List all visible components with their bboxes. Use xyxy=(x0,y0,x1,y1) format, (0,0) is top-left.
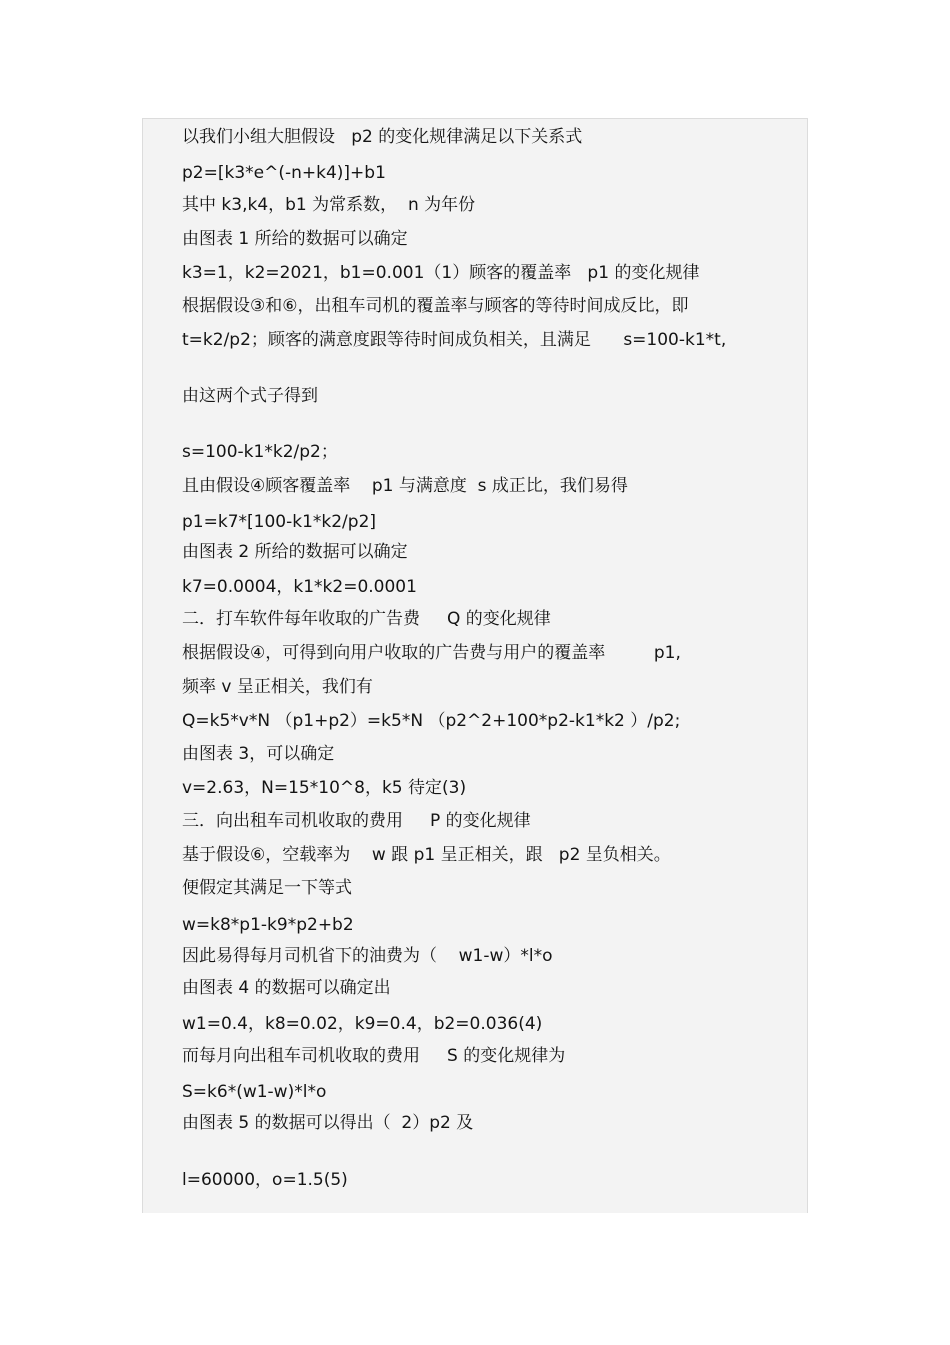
text-line: 由图表 3，可以确定 xyxy=(182,744,335,764)
text-line: 便假定其满足一下等式 xyxy=(182,878,352,898)
text-line: 以我们小组大胆假设 p2 的变化规律满足以下关系式 xyxy=(182,127,583,147)
text-line: 由图表 1 所给的数据可以确定 xyxy=(182,229,408,249)
formula-line: v=2.63，N=15*10^8，k5 待定(3) xyxy=(182,778,467,798)
text-line: 由图表 2 所给的数据可以确定 xyxy=(182,542,408,562)
section-heading: 二．打车软件每年收取的广告费 Q 的变化规律 xyxy=(182,609,551,629)
formula-line: p2=[k3*e^(-n+k4)]+b1 xyxy=(182,163,386,183)
text-line: 根据假设③和⑥，出租车司机的覆盖率与顾客的等待时间成反比，即 xyxy=(182,296,689,316)
formula-line: k7=0.0004，k1*k2=0.0001 xyxy=(182,577,417,597)
text-line: 基于假设⑥，空载率为 w 跟 p1 呈正相关，跟 p2 呈负相关。 xyxy=(182,845,671,865)
formula-line: Q=k5*v*N （p1+p2）=k5*N （p2^2+100*p2-k1*k2 ）/p2; xyxy=(182,711,681,731)
text-line: 且由假设④顾客覆盖率 p1 与满意度 s 成正比，我们易得 xyxy=(182,476,628,496)
text-line: 频率 v 呈正相关，我们有 xyxy=(182,677,373,697)
formula-line: l=60000，o=1.5(5) xyxy=(182,1170,348,1190)
text-line: 其中 k3,k4，b1 为常系数， n 为年份 xyxy=(182,195,476,215)
text-line: 根据假设④，可得到向用户收取的广告费与用户的覆盖率 p1, xyxy=(182,643,681,663)
formula-line: p1=k7*[100-k1*k2/p2] xyxy=(182,512,377,532)
text-line: 由图表 4 的数据可以确定出 xyxy=(182,978,391,998)
formula-line: s=100-k1*k2/p2； xyxy=(182,442,338,462)
text-line: 因此易得每月司机省下的油费为（ w1-w）*l*o xyxy=(182,946,553,966)
formula-line: S=k6*(w1-w)*l*o xyxy=(182,1082,327,1102)
text-line: 而每月向出租车司机收取的费用 S 的变化规律为 xyxy=(182,1046,566,1066)
text-line: 由图表 5 的数据可以得出（ 2）p2 及 xyxy=(182,1113,474,1133)
formula-line: w1=0.4，k8=0.02，k9=0.4，b2=0.036(4) xyxy=(182,1014,543,1034)
text-line: 由这两个式子得到 xyxy=(182,386,318,406)
text-line: k3=1，k2=2021，b1=0.001（1）顾客的覆盖率 p1 的变化规律 xyxy=(182,263,700,283)
section-heading: 三．向出租车司机收取的费用 P 的变化规律 xyxy=(182,811,531,831)
formula-line: w=k8*p1-k9*p2+b2 xyxy=(182,915,354,935)
text-line: t=k2/p2；顾客的满意度跟等待时间成负相关，且满足 s=100-k1*t, xyxy=(182,330,727,350)
